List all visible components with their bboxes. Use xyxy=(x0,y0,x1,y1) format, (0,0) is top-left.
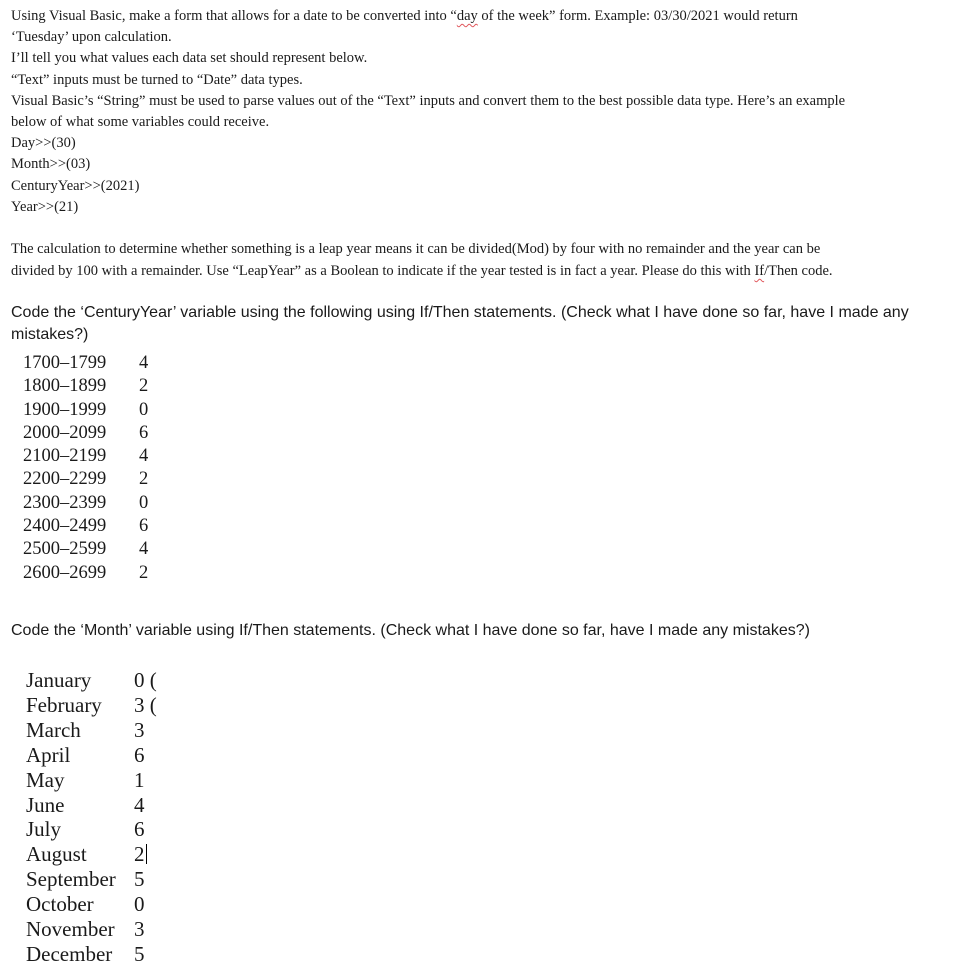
century-range: 2300–2399 xyxy=(23,492,107,513)
month-value: 4 xyxy=(134,792,145,817)
month-name: June xyxy=(26,792,65,817)
month-value: 5 xyxy=(134,867,145,892)
month-value: 0 xyxy=(134,892,145,917)
month-table xyxy=(26,668,157,967)
month-name: April xyxy=(26,742,71,767)
month-value: 3 xyxy=(134,917,145,942)
century-range: 1800–1899 xyxy=(23,376,107,397)
intro-line-2: ‘Tuesday’ upon calculation. xyxy=(11,29,172,46)
intro-line-5: Visual Basic’s “String” must be used to parse values out of the “Text” inputs and convert them to the best possible data type. Here’s an example xyxy=(11,92,846,109)
century-range: 2100–2199 xyxy=(23,446,107,467)
intro-paragraph xyxy=(11,6,946,218)
intro-line-3: I’ll tell you what values each data set should represent below. xyxy=(11,50,368,67)
century-year-question: Code the ‘CenturyYear’ variable using the following using If/Then statements. (Check what I have done so far, have I made any mistakes?) xyxy=(11,304,909,343)
table-row xyxy=(26,668,157,693)
month-name: March xyxy=(26,717,81,742)
example-century-year: CenturyYear>>(2021) xyxy=(11,177,140,194)
intro-line-1-start: Using Visual Basic, make a form that allows for a date to be converted into “ xyxy=(11,8,457,24)
table-row xyxy=(23,422,148,445)
table-row xyxy=(26,718,157,743)
month-name: January xyxy=(26,668,92,692)
century-range: 1700–1799 xyxy=(23,353,107,373)
leap-line-2-start: divided by 100 with a remainder. Use “LeapYear” as a Boolean to indicate if the year tested is in fact a year. Please do this with xyxy=(11,263,755,279)
month-value: 0 ( xyxy=(134,668,157,692)
century-year-table xyxy=(23,352,148,585)
table-row xyxy=(23,562,148,585)
century-value: 0 xyxy=(139,492,149,513)
month-value: 3 ( xyxy=(134,692,157,717)
table-row xyxy=(23,399,148,422)
table-row xyxy=(23,515,148,538)
month-value: 2 xyxy=(134,842,145,867)
leap-year-paragraph xyxy=(11,238,946,282)
example-month: Month>>(03) xyxy=(11,156,91,173)
table-row xyxy=(23,352,148,375)
leap-line-2 xyxy=(11,260,946,282)
month-name: July xyxy=(26,817,62,842)
table-row xyxy=(26,743,157,768)
month-name: May xyxy=(26,767,65,792)
century-value: 4 xyxy=(139,353,149,373)
table-row xyxy=(26,942,157,967)
intro-line-4: “Text” inputs must be turned to “Date” data types. xyxy=(11,71,303,88)
example-day: Day>>(30) xyxy=(11,135,76,152)
intro-line-1-end: of the week” form. Example: 03/30/2021 would return xyxy=(477,8,798,24)
intro-line-1 xyxy=(11,6,946,27)
table-row xyxy=(26,892,157,917)
spellcheck-word-if: If xyxy=(754,263,765,279)
month-name: October xyxy=(26,892,94,917)
month-name: September xyxy=(26,867,116,892)
month-value-with-caret[interactable] xyxy=(134,842,157,867)
century-range: 2200–2299 xyxy=(23,469,107,490)
table-row xyxy=(26,693,157,718)
month-name: December xyxy=(26,941,113,966)
century-range: 2600–2699 xyxy=(23,562,107,583)
example-year: Year>>(21) xyxy=(11,198,79,215)
table-row xyxy=(23,492,148,515)
table-row xyxy=(26,867,157,892)
table-row xyxy=(26,793,157,818)
text-cursor-icon xyxy=(146,844,147,864)
century-value: 4 xyxy=(139,539,149,560)
leap-line-2-end: /Then code. xyxy=(764,263,833,279)
table-row xyxy=(26,917,157,942)
leap-line-1: The calculation to determine whether something is a leap year means it can be divided(Mod) by four with no remainder and the year can be xyxy=(11,241,821,257)
century-range: 1900–1999 xyxy=(23,399,107,420)
month-value: 6 xyxy=(134,817,145,842)
century-range: 2400–2499 xyxy=(23,516,107,537)
month-question: Code the ‘Month’ variable using If/Then statements. (Check what I have done so far, have I made any mistakes?) xyxy=(11,622,810,639)
century-value: 2 xyxy=(139,562,149,583)
century-value: 2 xyxy=(139,376,149,397)
month-value: 5 xyxy=(134,941,145,966)
month-value: 3 xyxy=(134,717,145,742)
table-row xyxy=(23,538,148,561)
table-row xyxy=(23,445,148,468)
table-row xyxy=(26,817,157,842)
century-value: 6 xyxy=(139,516,149,537)
century-value: 4 xyxy=(139,446,149,467)
table-row xyxy=(26,842,157,867)
month-name: February xyxy=(26,692,102,717)
century-range: 2500–2599 xyxy=(23,539,107,560)
century-value: 2 xyxy=(139,469,149,490)
table-row xyxy=(23,375,148,398)
month-value: 6 xyxy=(134,742,145,767)
intro-line-6: below of what some variables could receive. xyxy=(11,114,270,131)
table-row xyxy=(26,768,157,793)
century-range: 2000–2099 xyxy=(23,422,107,443)
table-row xyxy=(23,468,148,491)
month-name: August xyxy=(26,842,87,867)
month-value: 1 xyxy=(134,767,145,792)
century-value: 0 xyxy=(139,399,149,420)
century-value: 6 xyxy=(139,422,149,443)
spellcheck-word-day: day xyxy=(456,8,478,24)
month-name: November xyxy=(26,917,115,942)
